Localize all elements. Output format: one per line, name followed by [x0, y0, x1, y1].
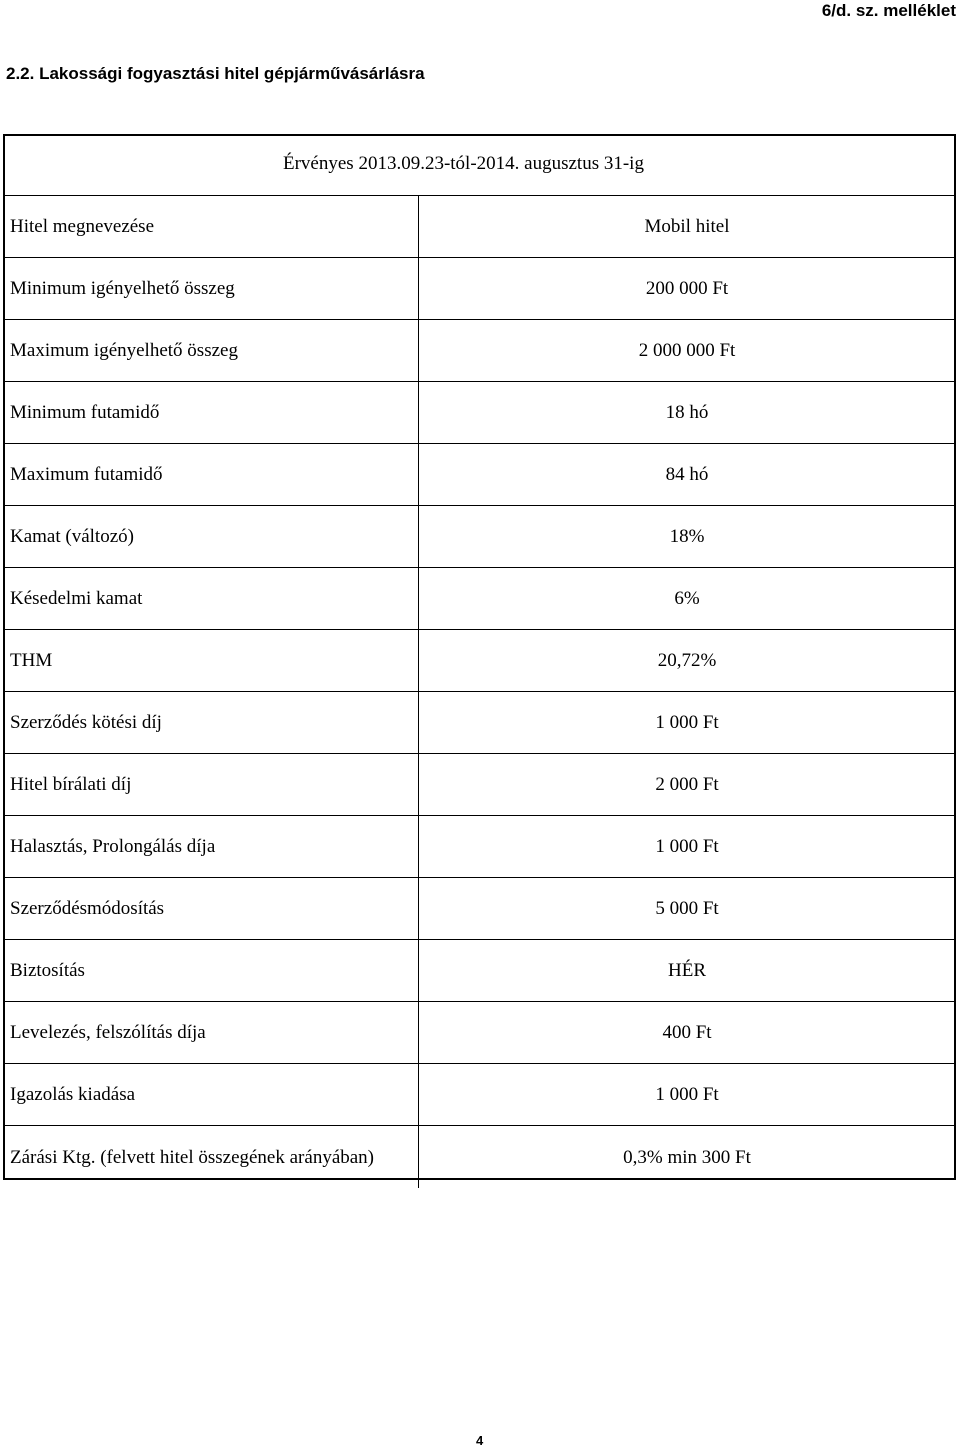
row-value: 200 000 Ft [419, 258, 956, 320]
row-value: 1 000 Ft [419, 1064, 956, 1126]
table-row [4, 320, 955, 382]
table-row [4, 630, 955, 692]
table-row [4, 754, 955, 816]
row-value: 400 Ft [419, 1002, 956, 1064]
table-row [4, 878, 955, 940]
row-label: Maximum igényelhető összeg [4, 320, 419, 382]
table-row [4, 568, 955, 630]
fee-table [4, 195, 955, 1188]
row-label: THM [4, 630, 419, 692]
table-row [4, 816, 955, 878]
table-row [4, 692, 955, 754]
annex-label: 6/d. sz. melléklet [821, 1, 956, 20]
row-label: Minimum futamidő [4, 382, 419, 444]
row-label: Hitel bírálati díj [4, 754, 419, 816]
row-value: 2 000 000 Ft [419, 320, 956, 382]
row-value: 18% [419, 506, 956, 568]
row-value: 0,3% min 300 Ft [419, 1126, 956, 1189]
row-label: Késedelmi kamat [4, 568, 419, 630]
table-row [4, 940, 955, 1002]
table-row [4, 1064, 955, 1126]
row-value: 20,72% [419, 630, 956, 692]
table-row [4, 444, 955, 506]
table-row [4, 196, 955, 258]
row-label: Igazolás kiadása [4, 1064, 419, 1126]
table-row [4, 258, 955, 320]
row-value: 18 hó [419, 382, 956, 444]
row-label: Szerződés kötési díj [4, 692, 419, 754]
table-row [4, 1126, 955, 1189]
row-value: 5 000 Ft [419, 878, 956, 940]
row-label: Biztosítás [4, 940, 419, 1002]
row-value: 1 000 Ft [419, 816, 956, 878]
table-row [4, 382, 955, 444]
row-value: 1 000 Ft [419, 692, 956, 754]
row-label: Hitel megnevezése [4, 196, 419, 258]
table-row [4, 506, 955, 568]
row-label: Maximum futamidő [4, 444, 419, 506]
row-label: Levelezés, felszólítás díja [4, 1002, 419, 1064]
row-label: Szerződésmódosítás [4, 878, 419, 940]
row-value: 2 000 Ft [419, 754, 956, 816]
row-value: 84 hó [419, 444, 956, 506]
row-label: Zárási Ktg. (felvett hitel összegének arányában) [4, 1126, 419, 1189]
row-label: Kamat (változó) [4, 506, 419, 568]
page-number: 4 [476, 1433, 484, 1448]
row-value: Mobil hitel [419, 196, 956, 258]
validity-period: Érvényes 2013.09.23-tól-2014. augusztus 31-ig [283, 153, 644, 174]
row-label: Halasztás, Prolongálás díja [4, 816, 419, 878]
row-label: Minimum igényelhető összeg [4, 258, 419, 320]
row-value: 6% [419, 568, 956, 630]
row-value: HÉR [419, 940, 956, 1002]
section-title: 2.2. Lakossági fogyasztási hitel gépjárművásárlásra [6, 64, 425, 83]
table-row [4, 1002, 955, 1064]
